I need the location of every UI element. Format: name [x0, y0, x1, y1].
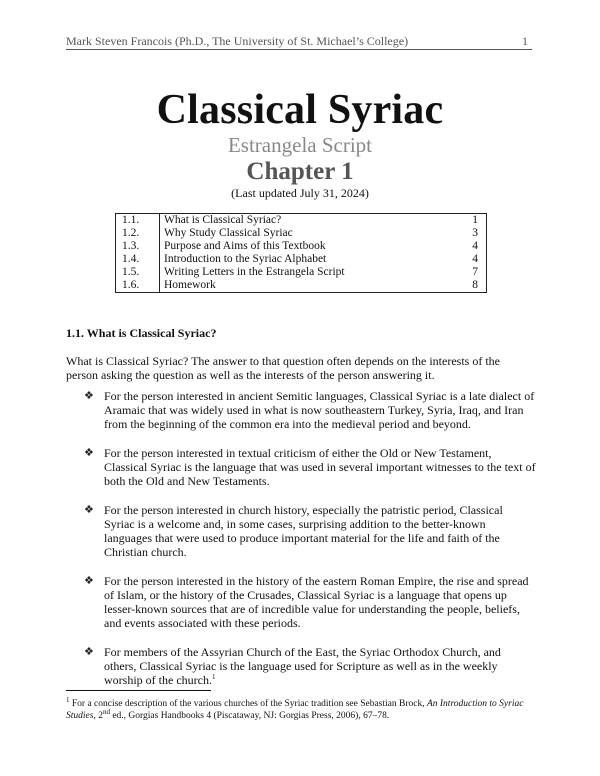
list-item	[84, 446, 536, 488]
toc-row[interactable]	[116, 253, 487, 266]
diamond-bullet-icon: ❖	[84, 575, 94, 587]
toc-row[interactable]	[116, 266, 487, 279]
footnote-reference[interactable]: 1	[211, 673, 216, 681]
diamond-bullet-icon: ❖	[84, 646, 94, 658]
toc-number: 1.2.	[116, 227, 160, 240]
toc-row[interactable]	[116, 227, 487, 240]
toc-page: 8	[472, 279, 478, 291]
footnote	[66, 695, 534, 722]
toc-row[interactable]	[116, 279, 487, 293]
last-updated: (Last updated July 31, 2024)	[231, 186, 369, 200]
toc-page: 7	[472, 266, 478, 278]
toc-number: 1.4.	[116, 253, 160, 266]
toc-label: Why Study Classical Syriac	[164, 227, 293, 239]
toc-label: What is Classical Syriac?	[164, 214, 282, 226]
diamond-bullet-icon: ❖	[84, 504, 94, 516]
header-author: Mark Steven Francois (Ph.D., The University of St. Michael’s College)	[66, 34, 409, 48]
bullet-text: For members of the Assyrian Church of the East, the Syriac Orthodox Church, and others, Classical Syriac is the language used for Scripture as well as in the weekly worship of the church.	[104, 645, 501, 687]
footnote-separator	[66, 690, 211, 691]
toc-label: Introduction to the Syriac Alphabet	[164, 253, 327, 265]
list-item	[84, 645, 536, 687]
toc-row[interactable]	[116, 240, 487, 253]
list-item	[84, 503, 536, 559]
diamond-bullet-icon: ❖	[84, 447, 94, 459]
footnote-number: 1	[66, 695, 70, 704]
toc-number: 1.5.	[116, 266, 160, 279]
toc-label: Homework	[164, 279, 216, 291]
toc-label: Writing Letters in the Estrangela Script	[164, 266, 345, 278]
bullet-text: For the person interested in ancient Semitic languages, Classical Syriac is a late dialect of Aramaic that was widely used in what is now southeastern Turkey, Syria, Iraq, and Iran from the beginning of the common era into the medieval period and beyond.	[104, 389, 535, 431]
intro-paragraph: What is Classical Syriac? The answer to that question often depends on the interests of the person asking the question as well as the interests of the person answering it.	[66, 354, 500, 382]
toc-label: Purpose and Aims of this Textbook	[164, 240, 326, 252]
toc-number: 1.3.	[116, 240, 160, 253]
header-page-number: 1	[522, 34, 528, 48]
toc-page: 3	[472, 227, 478, 239]
footnote-text-3: ed., Gorgias Handbooks 4 (Piscataway, NJ: Gorgias Press, 2006), 67–78.	[109, 711, 390, 721]
table-of-contents	[115, 213, 487, 293]
footnote-edition-sup: nd	[102, 707, 110, 716]
toc-page: 4	[472, 240, 478, 252]
toc-row[interactable]	[116, 214, 487, 228]
footnote-text-1: For a concise description of the various churches of the Syriac tradition see Sebastian Brock,	[71, 699, 427, 709]
toc-number: 1.1.	[116, 214, 160, 228]
document-title: Classical Syriac	[156, 87, 444, 133]
section-heading: 1.1. What is Classical Syriac?	[66, 326, 217, 340]
chapter-heading: Chapter 1	[246, 158, 354, 185]
toc-page: 1	[472, 214, 478, 226]
running-header	[66, 33, 532, 50]
bullet-text: For the person interested in church history, especially the patristic period, Classical Syriac is a welcome and, in some cases, surprising addition to the better-known languages that were used to produce important material for the life and faith of the Christian church.	[104, 503, 503, 559]
bullet-list	[84, 389, 536, 702]
footnote-book-title: An Introduction to Syriac Studies	[66, 699, 524, 721]
bullet-text: For the person interested in the history of the eastern Roman Empire, the rise and spread of Islam, or the history of the Crusades, Classical Syriac is a language that opens up lesser-known sources that are of incredible value for understanding the people, beliefs, and events associated with these periods.	[104, 574, 529, 630]
list-item	[84, 574, 536, 630]
footnote-text-2: , 2	[93, 711, 103, 721]
toc-page: 4	[472, 253, 478, 265]
bullet-text: For the person interested in textual criticism of either the Old or New Testament, Classical Syriac is the language that was used in several important witnesses to the text of both the Old and New Testaments.	[104, 446, 536, 488]
diamond-bullet-icon: ❖	[84, 390, 94, 402]
document-subtitle: Estrangela Script	[227, 133, 373, 157]
list-item	[84, 389, 536, 431]
toc-number: 1.6.	[116, 279, 160, 293]
